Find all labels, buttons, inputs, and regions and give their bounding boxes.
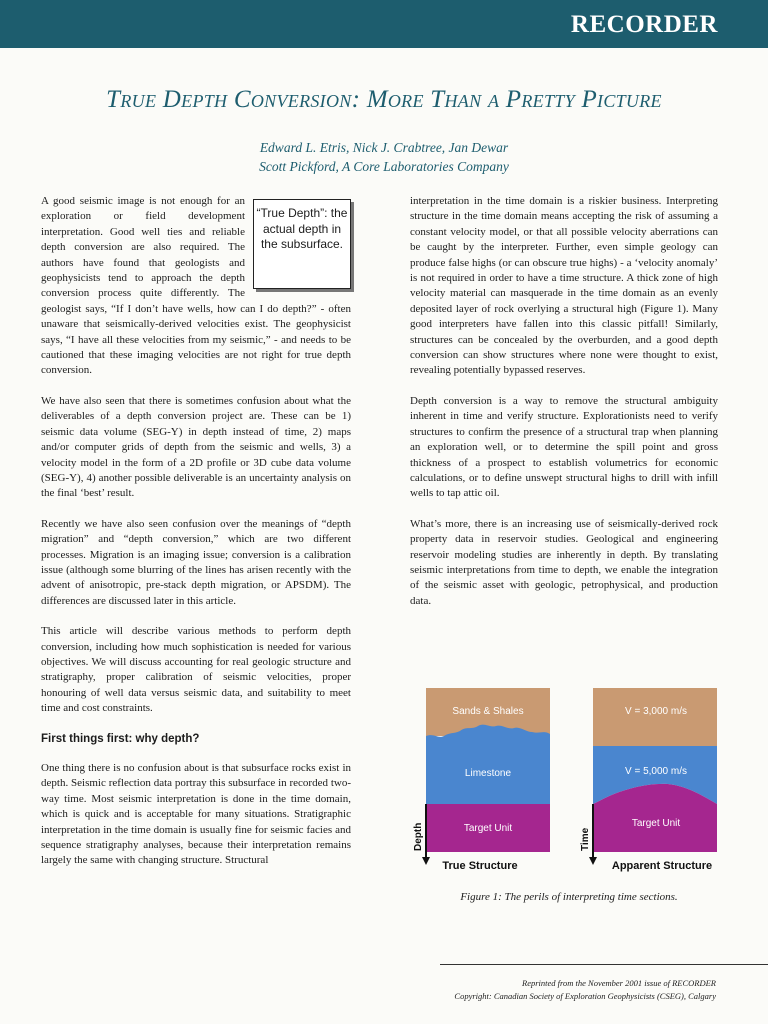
layer-label: Limestone	[464, 768, 512, 779]
velocity-label: V = 3,000 m/s	[625, 706, 687, 717]
layer-label: Sands & Shales	[452, 706, 524, 717]
author-block	[0, 138, 768, 176]
affiliation-line: Scott Pickford, A Core Laboratories Company	[259, 159, 509, 174]
reprint-line: Reprinted from the November 2001 issue of RECORDER	[522, 978, 716, 988]
authors-line: Edward L. Etris, Nick J. Crabtree, Jan Dewar	[259, 140, 509, 155]
paragraph: A good seismic image is not enough for an exploration or field development interpretation. Good well ties and reliable depth conversion are also required. The authors have found that geologists and geophysicists tend to approach the depth conversion process quite differently. The geologist says, “If I don’t have wells, how can I do depth?” - often unaware that seismically-derived velocities exist. The geophysicist says, “I have all these velocities from my seismic,” - and needs to be cautioned that these imaging velocities are not right for true depth conversion.	[41, 195, 351, 377]
header-banner	[0, 0, 768, 48]
arrow-down-icon	[589, 857, 597, 865]
left-column	[41, 194, 351, 884]
true-structure-panel	[413, 688, 550, 872]
section-heading: First things first: why depth?	[41, 732, 200, 745]
definition-callout: “True Depth”: the actual depth in the subsurface.	[253, 199, 351, 289]
paragraph: Depth conversion is a way to remove the structural ambiguity inherent in time and verify structure. Explorationists need to verify structures to confirm the presence of a structural trap when planning an exploration well, or to determine the spill point and gross thickness of a prospect to establish volumetrics for economic calculations, or to define unswept structural highs to drill with infill wells to tap attic oil.	[410, 394, 718, 500]
paragraph: Recently we have also seen confusion over the meanings of “depth migration” and “depth conversion,” which are two different processes. Migration is an imaging issue; conversion is a calibration issue (although some blurring of the lines has arisen recently with the advent of anisotropic, pre-stack depth migration, or APSDM). The differences are discussed later in this article.	[41, 517, 351, 607]
apparent-structure-panel	[580, 688, 717, 872]
layer-label: Target Unit	[463, 823, 513, 834]
axis-label: Time	[580, 827, 591, 851]
axis-label: Depth	[413, 822, 424, 851]
figure-caption: Figure 1: The perils of interpreting time sections.	[460, 891, 678, 903]
velocity-label: V = 5,000 m/s	[625, 766, 687, 777]
panel-caption: Apparent Structure	[611, 860, 713, 872]
right-column	[410, 194, 718, 624]
paragraph: interpretation in the time domain is a riskier business. Interpreting structure in the time domain means accepting the risk of assuming a constant velocity model, or that all possible velocity aberrations can be caught by the interpreter. Further, even simple geology can produce false highs (or can obscure true highs) - a ‘velocity anomaly’ is not required in order to have a time structure. A thick zone of high velocity material can masquerade in the time domain as an evenly deposited layer of rock overlying a structural high (Figure 1). Many good interpreters have fallen into this classic pitfall! Similarly, structures can be concealed by the overburden, and a good depth conversion can show structures where none were thought to exist, revealing potentially bypassed reserves.	[410, 195, 718, 377]
paragraph: This article will describe various methods to perform depth conversion, including how much sophistication is needed for various objectives. We will discuss accounting for real geologic structure and stratigraphy, proper calibration of seismic velocities, proper honouring of well data versus seismic data, and suitability to meet time and cost constraints.	[41, 625, 351, 715]
publication-name: RECORDER	[570, 11, 718, 38]
paragraph: We have also seen that there is sometimes confusion about what the deliverables of a depth conversion project are. These can be 1) seismic data volume (SEG-Y) in depth instead of time, 2) maps and/or computer grids of depth from the seismic and wells, 3) a velocity model in the form of a 2D profile or 3D cube data volume (SEG-Y), 4) another possible deliverable is an uncertainty analysis on the final ‘best’ result.	[41, 394, 351, 500]
layer-label: Target Unit	[631, 818, 681, 829]
arrow-down-icon	[422, 857, 430, 865]
copyright-line: Copyright: Canadian Society of Exploration Geophysicists (CSEG), Calgary	[454, 990, 716, 1001]
panel-caption: True Structure	[442, 860, 518, 872]
article-title: True Depth Conversion: More Than a Pretty Picture	[106, 86, 662, 113]
paragraph: One thing there is no confusion about is that subsurface rocks exist in depth. Seismic reflection data portray this subsurface in recorded two-way time. Most seismic interpretation is done in the time domain, which is quick and is acceptable for many situations. Stratigraphic interpretation in the time domain is usually fine for seismic facies and sequence stratigraphy analyses, because their interpretation remains largely the same with changing structure. Structural	[41, 762, 351, 867]
paragraph: What’s more, there is an increasing use of seismically-derived rock property data in reservoir studies. Geological and engineering reservoir modeling studies are inherently in depth. By translating seismic interpretations from time to depth, we enable the integration of the seismic asset with geologic, petrophysical, and production data.	[410, 517, 718, 607]
velocity-3000-layer	[593, 688, 717, 746]
figure-1-diagram	[410, 686, 728, 876]
limestone-layer	[426, 725, 550, 804]
footer-divider	[440, 964, 768, 965]
reprint-footer	[454, 977, 716, 1002]
